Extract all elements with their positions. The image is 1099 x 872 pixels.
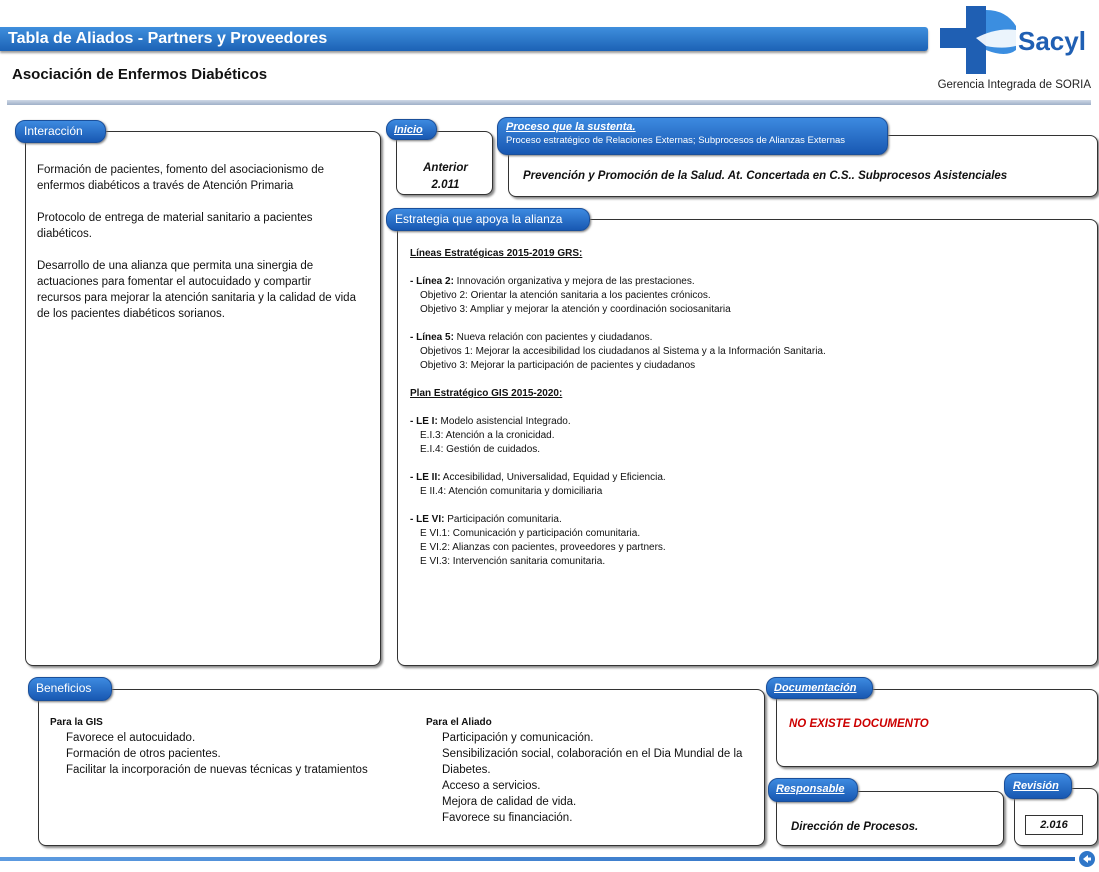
le-6-item-a: E VI.1: Comunicación y participación comunitaria. <box>420 528 641 539</box>
interaccion-box <box>25 131 381 666</box>
le-6-text: Participación comunitaria. <box>444 514 562 525</box>
inicio-value <box>397 160 494 194</box>
le-1-item-b: E.I.4: Gestión de cuidados. <box>420 444 541 455</box>
linea-5-objective-2: Objetivo 3: Mejorar la participación de pacientes y ciudadanos <box>420 360 696 371</box>
estrategia-heading-1: Líneas Estratégicas 2015-2019 GRS: <box>410 248 583 259</box>
tab-responsable[interactable]: Responsable <box>768 778 858 802</box>
gis-item-1: Favorece el autocuidado. <box>66 732 196 744</box>
tab-beneficios[interactable]: Beneficios <box>28 677 112 701</box>
aliado-item-2: Sensibilización social, colaboración en el Dia Mundial de la Diabetes. <box>442 748 743 776</box>
page-subtitle: Asociación de Enfermos Diabéticos <box>12 66 268 83</box>
documentacion-text: NO EXISTE DOCUMENTO <box>789 718 929 730</box>
documentacion-box <box>776 689 1098 767</box>
aliado-item-4: Mejora de calidad de vida. <box>442 796 577 808</box>
beneficios-aliado <box>426 716 756 826</box>
le-2-item-a: E II.4: Atención comunitaria y domiciliaria <box>420 486 603 497</box>
le-1-label: - LE I: <box>410 416 438 427</box>
linea-5-label: - Línea 5: <box>410 332 454 343</box>
tab-inicio[interactable]: Inicio <box>386 119 437 140</box>
le-6-item-b: E VI.2: Alianzas con pacientes, proveedores y partners. <box>420 542 666 553</box>
tab-documentacion[interactable]: Documentación <box>766 677 873 699</box>
le-2-text: Accesibilidad, Universalidad, Equidad y Eficiencia. <box>440 472 666 483</box>
tab-estrategia[interactable]: Estrategia que apoya la alianza <box>386 208 590 231</box>
inicio-line2: 2.011 <box>431 179 460 191</box>
proceso-tab-subtitle: Proceso estratégico de Relaciones Externas; Subprocesos de Alianzas Externas <box>506 135 846 146</box>
interaccion-text <box>37 162 357 322</box>
estrategia-content <box>410 247 1080 569</box>
inicio-line1: Anterior <box>423 162 468 174</box>
le-6-item-c: E VI.3: Intervención sanitaria comunitaria. <box>420 556 606 567</box>
inicio-box <box>396 131 493 195</box>
estrategia-heading-2: Plan Estratégico GIS 2015-2020: <box>410 388 563 399</box>
estrategia-box <box>397 219 1098 666</box>
back-arrow-icon <box>1079 851 1095 867</box>
gis-heading: Para la GIS <box>50 717 103 728</box>
footer-bar <box>0 857 1075 861</box>
linea-2-objective-2: Objetivo 3: Ampliar y mejorar la atención y coordinación sociosanitaria <box>420 304 731 315</box>
le-1-item-a: E.I.3: Atención a la cronicidad. <box>420 430 555 441</box>
header-divider <box>7 100 1091 105</box>
page-title: Tabla de Aliados - Partners y Proveedores <box>0 27 928 51</box>
le-6-label: - LE VI: <box>410 514 445 525</box>
linea-5-objective-1: Objetivos 1: Mejorar la accesibilidad los ciudadanos al Sistema y a la Información Sanitaria. <box>420 346 826 357</box>
sacyl-logo <box>936 6 1096 76</box>
gerencia-label: Gerencia Integrada de SORIA <box>937 79 1091 91</box>
le-1-text: Modelo asistencial Integrado. <box>437 416 571 427</box>
beneficios-box <box>38 689 765 846</box>
logo-text: Sacyl <box>1018 26 1086 56</box>
interaccion-paragraph-2: Protocolo de entrega de material sanitario a pacientes diabéticos. <box>37 212 313 240</box>
gis-item-2: Formación de otros pacientes. <box>66 748 221 760</box>
linea-5-text: Nueva relación con pacientes y ciudadanos. <box>453 332 653 343</box>
responsable-text: Dirección de Procesos. <box>791 821 919 833</box>
aliado-heading: Para el Aliado <box>426 717 492 728</box>
tab-revision[interactable]: Revisión <box>1004 773 1072 799</box>
linea-2-label: - Línea 2: <box>410 276 454 287</box>
linea-2-objective-1: Objetivo 2: Orientar la atención sanitaria a los pacientes crónicos. <box>420 290 711 301</box>
interaccion-paragraph-1: Formación de pacientes, fomento del asociacionismo de enfermos diabéticos a través de Atención Primaria <box>37 164 325 192</box>
aliado-item-1: Participación y comunicación. <box>442 732 594 744</box>
aliado-item-5: Favorece su financiación. <box>442 812 573 824</box>
proceso-text: Prevención y Promoción de la Salud. At. Concertada en C.S.. Subprocesos Asistenciales <box>523 170 1008 182</box>
tab-interaccion[interactable]: Interacción <box>15 120 106 143</box>
proceso-tab-title: Proceso que la sustenta. <box>506 121 636 133</box>
sacyl-logo-icon <box>936 6 1096 76</box>
tab-proceso[interactable] <box>497 117 888 155</box>
linea-2-text: Innovación organizativa y mejora de las prestaciones. <box>453 276 695 287</box>
back-button[interactable] <box>1079 851 1095 867</box>
aliado-item-3: Acceso a servicios. <box>442 780 541 792</box>
interaccion-paragraph-3: Desarrollo de una alianza que permita una sinergia de actuaciones para fomentar el autocuidado y compartir recursos para mejorar la atención sanitaria y la calidad de vida de los pacientes diabéticos sorianos. <box>37 260 356 320</box>
revision-value: 2.016 <box>1025 815 1083 835</box>
le-2-label: - LE II: <box>410 472 441 483</box>
gis-item-3: Facilitar la incorporación de nuevas técnicas y tratamientos <box>66 764 368 776</box>
beneficios-gis <box>50 716 420 778</box>
